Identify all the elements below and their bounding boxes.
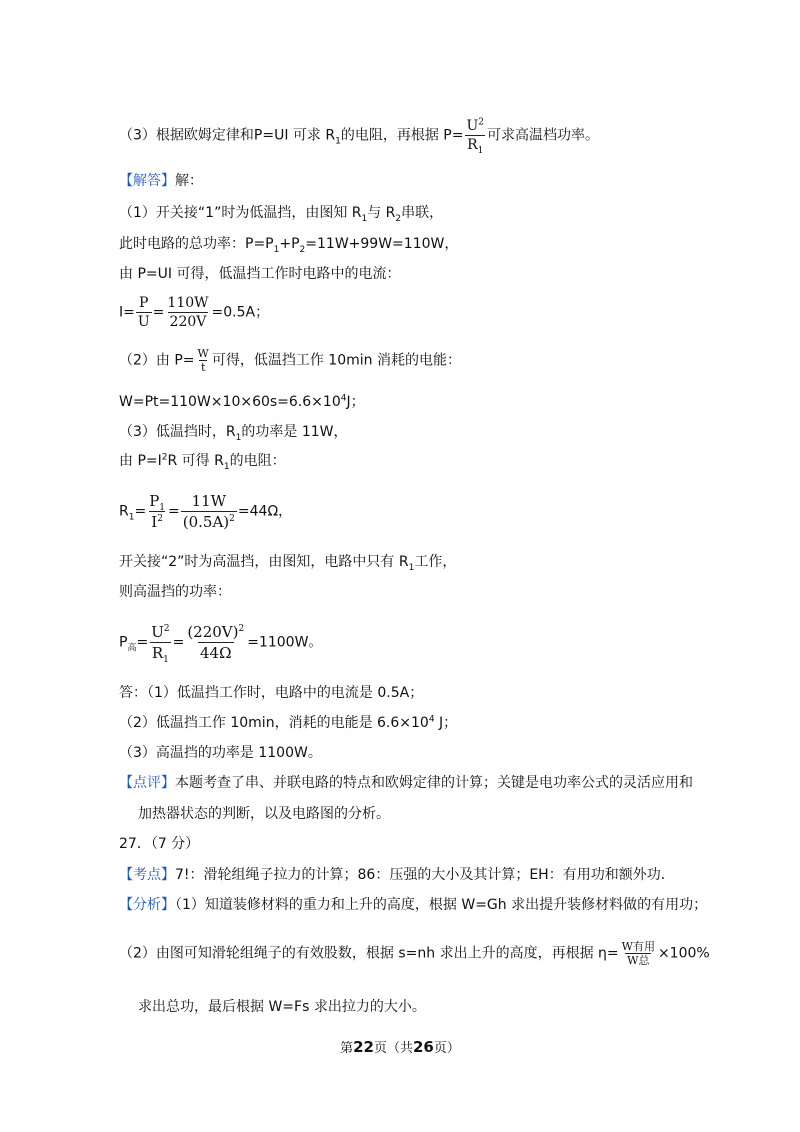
efficiency-fraction: $\frac{\text{W有用}}{\text{W总}}$ [621, 940, 655, 967]
analysis-paragraph: 【分析】（1）知道装修材料的重力和上升的高度，根据 W=Gh 求出提升装修材料做的有用功； [119, 897, 708, 913]
answer-line-high-power: 则高温挡的功率： [119, 584, 231, 600]
page-footer: 第22页（共26页） [340, 1038, 460, 1056]
answer-line-2: 此时电路的总功率：$P=P_1+P_2=11W+99W=110W$， [119, 236, 459, 255]
final-answer-1: 答：（1）低温挡工作时，电路中的电流是 0.5A； [119, 685, 424, 701]
current-equation: I= $\frac{P}{U}$ = $\frac{110W}{220V}$ =0.5A； [119, 295, 270, 330]
analysis-line-3: 求出总功，最后根据 W=Fs 求出拉力的大小。 [138, 999, 426, 1015]
answer-line-high-mode: 开关接“2”时为高温挡，由图知，电路中只有 $R_1$工作， [119, 554, 457, 573]
comment-paragraph: 【点评】本题考查了串、并联电路的特点和欧姆定律的计算；关键是电功率公式的灵活应用和 [119, 775, 693, 791]
analysis-line-2: （2）由图可知滑轮组绳子的有效股数，根据 s=nh 求出上升的高度，再根据 η= $\frac{\text{W有用}}{\text{W总}}$ ×100% [119, 940, 710, 967]
current-page-number: 22 [353, 1038, 374, 1056]
final-answer-3: （3）高温挡的功率是 1100W。 [119, 745, 322, 761]
comment-continuation: 加热器状态的判断，以及电路图的分析。 [138, 806, 390, 822]
answer-line-r1-power: （3）低温挡时，$R_1$的功率是 11W， [119, 424, 348, 443]
answer-line-1: （1）开关接“1”时为低温挡，由图知 $R_1$与 $R_2$串联， [119, 205, 444, 224]
total-page-number: 26 [413, 1038, 434, 1056]
energy-equation: $W=Pt=110W\times 10\times 60s=6.6\times 10^4J$； [119, 393, 365, 410]
answer-heading: 【解答】解： [119, 173, 203, 189]
knowledge-points: 【考点】7!：滑轮组绳子拉力的计算；86：压强的大小及其计算；EH：有用功和额外功． [119, 867, 675, 883]
answer-line-3: 由 P=UI 可得，低温挡工作时电路中的电流： [119, 266, 401, 282]
fraction-u2-r1: $\frac{U^2}{R_1}$ [466, 117, 484, 156]
line-3-method: （3）根据欧姆定律和P=UI 可求 $R_1$的电阻，再根据 P= $\frac{U^2}{R_1}$ 可求高温档功率。 [119, 117, 599, 156]
answer-line-energy: （2）由 P= $\frac{W}{t}$ 可得，低温挡工作 10min 消耗的电能： [119, 347, 461, 374]
answer-line-r1-resistance: 由 $P=I^2R$ 可得 $R_1$的电阻： [119, 452, 286, 472]
high-power-equation: $P_高=$ $\frac{U^2}{R_1}$ = $\frac{(220V)^2}{44\Omega}$ =1100W。 [119, 623, 323, 665]
final-answer-2: （2）低温挡工作 10min，消耗的电能是 $6.6\times 10^4$ J； [119, 714, 458, 731]
question-27-heading: 27．（7 分） [119, 836, 200, 852]
resistance-equation: $R_1=$ $\frac{P_1}{I^2}$ = $\frac{11W}{(0.5A)^2}$ =44Ω， [119, 492, 293, 531]
